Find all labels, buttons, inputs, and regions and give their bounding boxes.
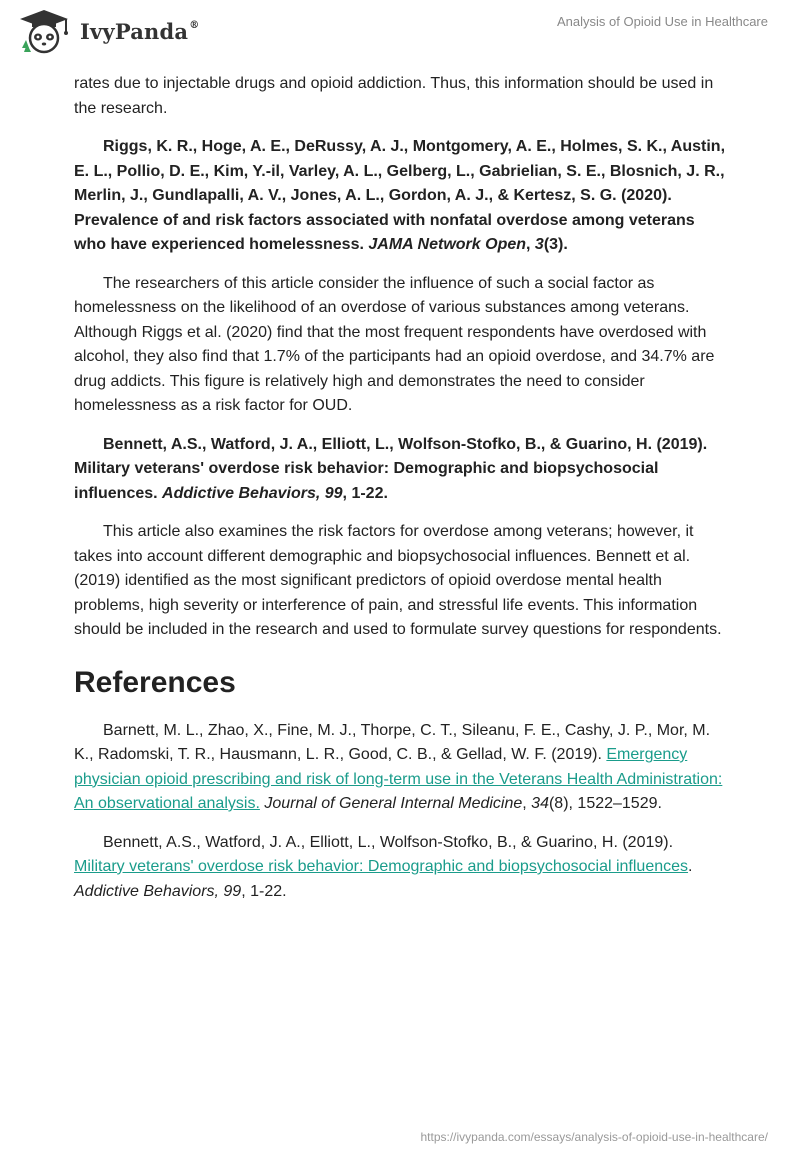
brand-name: IvyPanda® [80,18,200,44]
footer-url: https://ivypanda.com/essays/analysis-of-opioid-use-in-healthcare/ [420,1130,768,1144]
bennett-citation: Bennett, A.S., Watford, J. A., Elliott, L., Wolfson-Stofko, B., & Guarino, H. (2019). Military veterans' overdose risk behavior: Demographic and biopsychosocial influences. Addictive Behaviors, 99, 1-22. [74,435,708,502]
document-title: Analysis of Opioid Use in Healthcare [557,14,768,29]
reference-link-barnett[interactable]: Emergency physician opioid prescribing and risk of long-term use in the Veterans Health Administration: An observational analysis. [74,746,723,812]
ivypanda-logo[interactable] [14,8,199,54]
reference-link-bennett[interactable]: Military veterans' overdose risk behavior: Demographic and biopsychosocial influences [74,858,689,875]
bennett-summary: This article also examines the risk factors for overdose among veterans; however, it takes into account different demographic and biopsychosocial influences. Bennett et al. (2019) identified as the most significant predictors of opioid overdose mental health problems, high severity or interference of pain, and stressful life events. This information should be included in the research and used to formulate survey questions for respondents. [74,523,722,638]
reference-item-bennett: Bennett, A.S., Watford, J. A., Elliott, L., Wolfson-Stofko, B., & Guarino, H. (2019). Military veterans' overdose risk behavior: Demographic and biopsychosocial influences. Addictive Behaviors, 99, 1-22. [74,833,693,900]
paragraph-continued: rates due to injectable drugs and opioid addiction. Thus, this information should be used in the research. [74,75,714,117]
reference-item-barnett: Barnett, M. L., Zhao, X., Fine, M. J., Thorpe, C. T., Sileanu, F. E., Cashy, J. P., Mor, M. K., Radomski, T. R., Hausmann, L. R., Good, C. B., & Gellad, W. F. (2019). Emergency physician opioid prescribing and risk of long-term use in the Veterans Health Administration: An observational analysis. Journal of General Internal Medicine, 34(8), 1522–1529. [74,721,723,812]
page-header [0,0,800,64]
panda-logo-icon [14,8,74,54]
riggs-citation: Riggs, K. R., Hoge, A. E., DeRussy, A. J., Montgomery, A. E., Holmes, S. K., Austin, E. L., Pollio, D. E., Kim, Y.-il, Varley, A. L., Gelberg, L., Gabrielian, S. E., Blosnich, J. R., Merlin, J., Gundlapalli, A. V., Jones, A. L., Gordon, A. J., & Kertesz, S. G. (2020). Prevalence of and risk factors associated with nonfatal overdose among veterans who have experienced homelessness. JAMA Network Open, 3(3). [74,138,726,253]
references-heading: References [74,665,236,699]
document-body [74,72,726,918]
riggs-summary: The researchers of this article consider the influence of such a social factor as homelessness on the likelihood of an overdose of various substances among veterans. Although Riggs et al. (2020) find that the most frequent respondents have overdosed with alcohol, they also find that 1.7% of the participants had an opioid overdose, and 34.7% are drug addicts. This figure is relatively high and demonstrates the need to consider homelessness as a risk factor for OUD. [74,274,715,414]
